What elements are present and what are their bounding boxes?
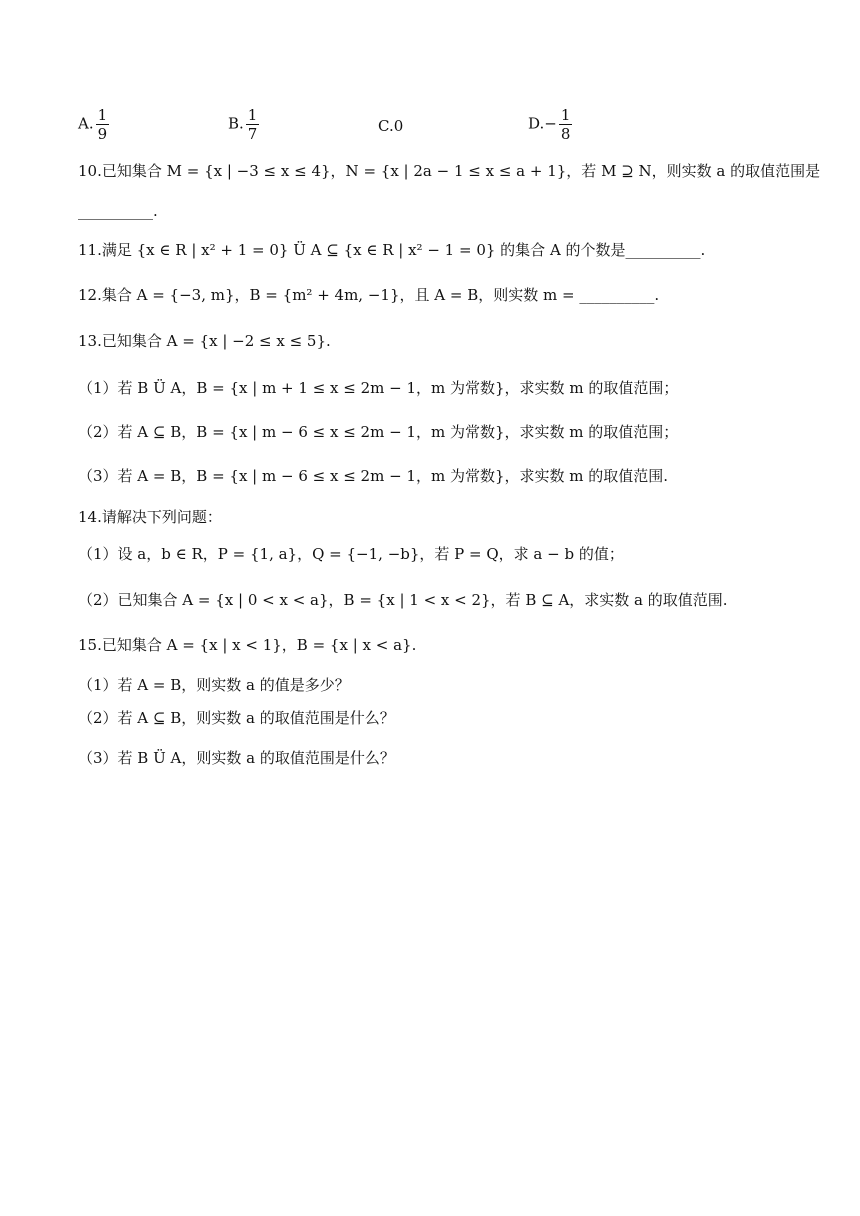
question-15-part-1: （1）若 A = B，则实数 a 的值是多少？ [78, 676, 350, 694]
question-14-part-2: （2）已知集合 A = {x | 0 < x < a}，B = {x | 1 < x < 2}，若 B ⊆ A，求实数 a 的取值范围. [78, 591, 728, 609]
fraction [246, 106, 260, 143]
denominator: 9 [97, 125, 108, 143]
denominator: 8 [560, 125, 571, 143]
question-10-blank: __________. [78, 202, 158, 220]
option-letter: A. [78, 114, 94, 133]
numerator: 1 [560, 106, 571, 124]
option-d [528, 106, 572, 143]
question-10: 10.已知集合 M = {x | −3 ≤ x ≤ 4}，N = {x | 2a − 1 ≤ x ≤ a + 1}，若 M ⊇ N，则实数 a 的取值范围是 [78, 162, 821, 180]
option-c [378, 117, 403, 135]
option-b [228, 106, 259, 143]
question-13-part-2: （2）若 A ⊆ B，B = {x | m − 6 ≤ x ≤ 2m − 1，m 为常数}，求实数 m 的取值范围； [78, 423, 679, 441]
denominator: 7 [247, 125, 258, 143]
minus-sign: − [544, 114, 557, 133]
question-15-part-3: （3）若 B Ü A，则实数 a 的取值范围是什么？ [78, 749, 395, 767]
fraction [559, 106, 573, 143]
question-13-part-3: （3）若 A = B，B = {x | m − 6 ≤ x ≤ 2m − 1，m 为常数}，求实数 m 的取值范围. [78, 467, 669, 485]
numerator: 1 [247, 106, 258, 124]
question-14: 14.请解决下列问题： [78, 508, 222, 526]
numerator: 1 [97, 106, 108, 124]
fraction [96, 106, 110, 143]
question-15-part-2: （2）若 A ⊆ B，则实数 a 的取值范围是什么？ [78, 709, 395, 727]
option-letter: B. [228, 114, 244, 133]
question-13-part-1: （1）若 B Ü A，B = {x | m + 1 ≤ x ≤ 2m − 1，m 为常数}，求实数 m 的取值范围； [78, 379, 679, 397]
question-12: 12.集合 A = {−3, m}，B = {m² + 4m, −1}，且 A = B，则实数 m = __________. [78, 286, 660, 304]
option-letter: C.0 [378, 117, 404, 135]
option-a [78, 106, 109, 143]
option-letter: D. [528, 114, 545, 133]
question-14-part-1: （1）设 a，b ∈ R，P = {1, a}，Q = {−1, −b}，若 P = Q，求 a − b 的值； [78, 545, 624, 563]
question-11: 11.满足 {x ∈ R | x² + 1 = 0} Ü A ⊆ {x ∈ R | x² − 1 = 0} 的集合 A 的个数是__________. [78, 241, 706, 259]
question-15: 15.已知集合 A = {x | x < 1}，B = {x | x < a}. [78, 636, 417, 654]
question-13: 13.已知集合 A = {x | −2 ≤ x ≤ 5}. [78, 332, 331, 350]
